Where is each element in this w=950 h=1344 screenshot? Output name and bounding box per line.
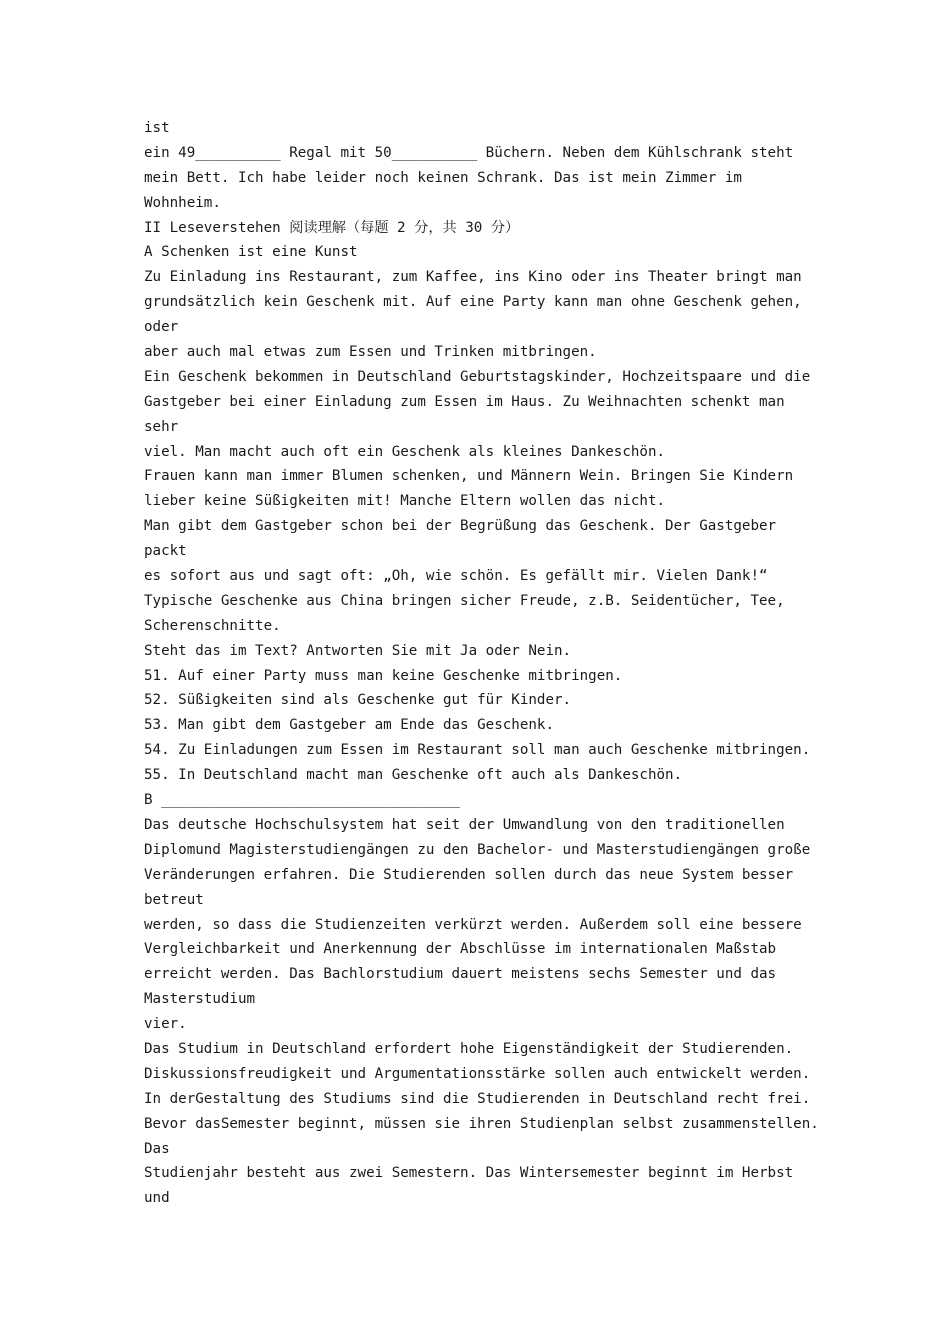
question-item: 51. Auf einer Party muss man keine Geschenke mitbringen. xyxy=(144,667,623,684)
text-line: aber auch mal etwas zum Essen und Trinken mitbringen. xyxy=(144,344,597,361)
question-item: 53. Man gibt dem Gastgeber am Ende das Geschenk. xyxy=(144,717,554,734)
text-line: Typische Geschenke aus China bringen sicher Freude, z.B. Seidentücher, Tee, xyxy=(144,592,785,609)
section-heading: II Leseverstehen 阅读理解（每题 2 分，共 30 分） xyxy=(144,219,520,236)
text-line: Gastgeber bei einer Einladung zum Essen im Haus. Zu Weihnachten schenkt man xyxy=(144,393,785,410)
text-line: Das deutsche Hochschulsystem hat seit der Umwandlung von den traditionellen xyxy=(144,816,785,833)
section-title: A Schenken ist eine Kunst xyxy=(144,244,358,261)
text-line: Ein Geschenk bekommen in Deutschland Geburtstagskinder, Hochzeitspaare und die xyxy=(144,368,811,385)
text-line: Das xyxy=(144,1140,170,1157)
text-line: packt xyxy=(144,543,187,560)
text-line: werden, so dass die Studienzeiten verkürzt werden. Außerdem soll eine bessere xyxy=(144,916,802,933)
text-line: Veränderungen erfahren. Die Studierenden sollen durch das neue System besser xyxy=(144,866,794,883)
text-line: Das Studium in Deutschland erfordert hohe Eigenständigkeit der Studierenden. xyxy=(144,1040,794,1057)
text-line: es sofort aus und sagt oft: „Oh, wie schön. Es gefällt mir. Vielen Dank!“ xyxy=(144,568,768,585)
document-body xyxy=(144,116,824,1211)
question-item: 55. In Deutschland macht man Geschenke oft auch als Dankeschön. xyxy=(144,767,683,784)
text-line: vier. xyxy=(144,1016,187,1033)
section-title: B ___________________________________ xyxy=(144,792,461,809)
text-line: Wohnheim. xyxy=(144,194,221,211)
text-line: sehr xyxy=(144,418,179,435)
text-line: Masterstudium xyxy=(144,991,256,1008)
text-line: Studienjahr besteht aus zwei Semestern. Das Wintersemester beginnt im Herbst xyxy=(144,1165,794,1182)
text-line: Zu Einladung ins Restaurant, zum Kaffee, ins Kino oder ins Theater bringt man xyxy=(144,269,802,286)
text-line: mein Bett. Ich habe leider noch keinen Schrank. Das ist mein Zimmer im xyxy=(144,169,742,186)
text-line: ist xyxy=(144,120,170,136)
text-line: Diplomund Magisterstudiengängen zu den Bachelor- und Masterstudiengängen große xyxy=(144,841,811,858)
text-line: Bevor dasSemester beginnt, müssen sie ihren Studienplan selbst zusammenstellen. xyxy=(144,1115,819,1132)
text-line: und xyxy=(144,1190,170,1207)
text-line: Diskussionsfreudigkeit und Argumentationsstärke sollen auch entwickelt werden. xyxy=(144,1065,811,1082)
text-line: grundsätzlich kein Geschenk mit. Auf eine Party kann man ohne Geschenk gehen, xyxy=(144,294,802,311)
question-item: 52. Süßigkeiten sind als Geschenke gut für Kinder. xyxy=(144,692,572,709)
text-line: oder xyxy=(144,319,179,336)
text-line: lieber keine Süßigkeiten mit! Manche Eltern wollen das nicht. xyxy=(144,493,666,510)
text-line: betreut xyxy=(144,891,204,908)
text-line: viel. Man macht auch oft ein Geschenk als kleines Dankeschön. xyxy=(144,443,666,460)
text-line: In derGestaltung des Studiums sind die Studierenden in Deutschland recht frei. xyxy=(144,1090,811,1107)
text-line: Vergleichbarkeit und Anerkennung der Abschlüsse im internationalen Maßstab xyxy=(144,941,777,958)
text-line: Man gibt dem Gastgeber schon bei der Begrüßung das Geschenk. Der Gastgeber xyxy=(144,518,777,535)
text-line: Scherenschnitte. xyxy=(144,617,281,634)
text-line: ein 49__________ Regal mit 50__________ Büchern. Neben dem Kühlschrank steht xyxy=(144,144,794,161)
text-line: erreicht werden. Das Bachlorstudium dauert meistens sechs Semester und das xyxy=(144,966,777,983)
question-instruction: Steht das im Text? Antworten Sie mit Ja oder Nein. xyxy=(144,642,572,659)
text-line: Frauen kann man immer Blumen schenken, und Männern Wein. Bringen Sie Kindern xyxy=(144,468,794,485)
question-item: 54. Zu Einladungen zum Essen im Restaurant soll man auch Geschenke mitbringen. xyxy=(144,742,811,759)
